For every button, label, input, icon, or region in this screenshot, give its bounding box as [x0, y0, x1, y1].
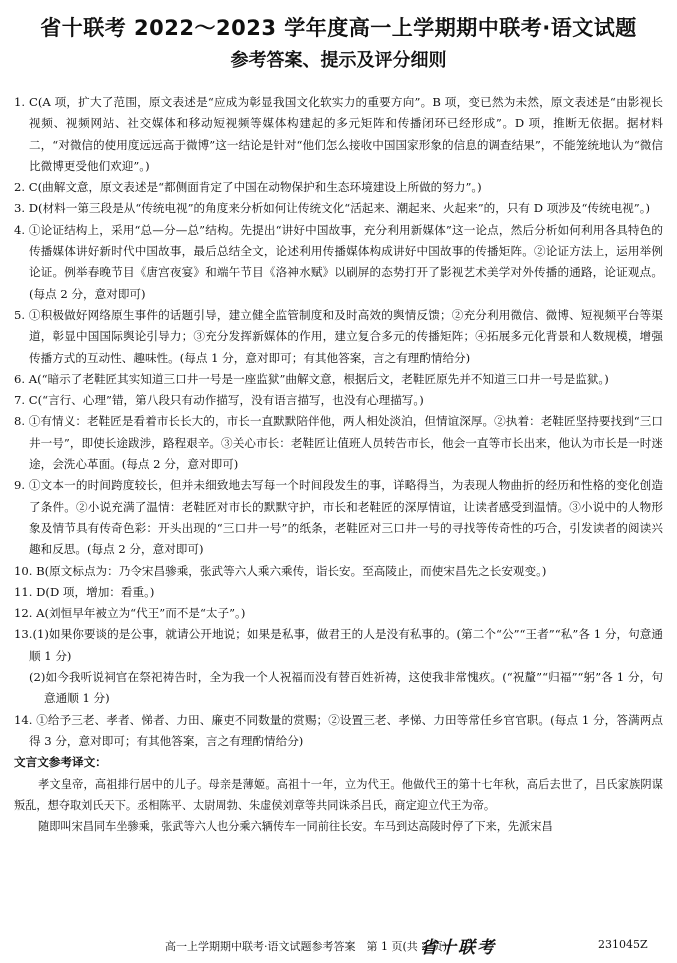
translation-paragraph: 随即叫宋昌同车坐骖乘，张武等六人也分乘六辆传车一同前往长安。车马到达高陵时停了下来，先派宋昌 [38, 820, 553, 834]
answer-9: 9. ①文本一的时间跨度较长，但并未细致地去写每一个时间段发生的事，详略得当，为表现人物曲折的经历和性格的变化创造了条件。②小说充满了温情：老鞋匠对市长的默默守护，市长和老鞋匠的深厚情谊，让读者感受到温情。③小说中的人物形象及情节具有传奇色彩：开头出现的“三口井一号”的纸条，老鞋匠对三口井一号的寻找等传奇性的巧合，引发读者的阅读兴趣和反思。(每点 2 分，意对即可) [14, 478, 663, 557]
document-code: 231045Z [598, 938, 648, 951]
answer-1: 1. C(A 项，扩大了范围，原文表述是“应成为彰显我国文化软实力的重要方向”。B 项，变已然为未然，原文表述是“由影视长视频、视频网站、社交媒体和移动短视频等媒体构建起的多元矩阵和传播闭环已经形成”。D 项，推断无依据。据材料二，“对微信的使用度远远高于微博”这一结论是针对“他们怎么接收中国国家形象的信息的调查结果”，不能笼统地认为“微信比微博更受他们欢迎”。) [14, 95, 663, 173]
answer-4: 4. ①论证结构上，采用“总—分—总”结构。先提出“讲好中国故事，充分利用新媒体”这一论点，然后分析如何利用各具特色的传播媒体讲好新时代中国故事，最后总结全文，论述利用传播媒体构成讲好中国故事的传播矩阵。②论证方法上，运用举例论证。例举春晚节目《唐宫夜宴》和端午节目《洛神水赋》以刷屏的态势打开了影视艺术美学对外传播的通路，论证观点。(每点 2 分，意对即可) [14, 222, 663, 301]
answer-14: 14. ①给予三老、孝者、悌者、力田、廉吏不同数量的赏赐；②设置三老、孝悌、力田等常任乡官官职。(每点 1 分，答满两点得 3 分，意对即可；有其他答案，言之有理酌情给分) [14, 712, 663, 748]
translation-paragraph: 孝文皇帝，高祖排行居中的儿子。母亲是薄姬。高祖十一年，立为代王。他做代王的第十七年秋，高后去世了，吕氏家族阴谋叛乱，想夺取刘氏天下。丞相陈平、太尉周勃、朱虚侯刘章等共同诛杀吕氏，商定迎立代王为帝。 [14, 777, 663, 812]
answer-8: 8. ①有情义：老鞋匠是看着市长长大的，市长一直默默陪伴他，两人相处淡泊，但情谊深厚。②执着：老鞋匠坚持要找到“三口井一号”，即使长途跋涉，路程艰辛。③关心市长：老鞋匠让值班人员转告市长，他会一直等市长出来，他认为市长是一时迷途，会洗心革面。(每点 2 分，意对即可) [14, 414, 663, 472]
answer-13-part-1: (1)如果你要谈的是公事，就请公开地说；如果是私事，做君王的人是没有私事的。(第二个“公”“王者”“私”各 1 分，句意通顺 1 分) [29, 627, 663, 663]
footer-text: 高一上学期期中联考·语文试题参考答案 第 1 页(共 2 页) [165, 940, 448, 953]
answer-13-part-2: (2)如今我听说祠官在祭祀祷告时，全为我一个人祝福而没有替百姓祈祷，这使我非常愧疚。(“祝釐”“归福”“躬”各 1 分，句意通顺 1 分) [29, 670, 663, 706]
translation-heading: 文言文参考译文： [14, 755, 107, 770]
answer-5: 5. ①积极做好网络原生事件的话题引导，建立健全监管制度和及时高效的舆情反馈；②充分利用微信、微博、短视频平台等渠道，彰显中国国际舆论引导力；③充分发挥新媒体的作用，建立复合多元的传播矩阵；④拓展多元化背景和人数规模，增强传播方式的互动性、趣味性。(每点 1 分，意对即可；有其他答案，言之有理酌情给分) [14, 307, 663, 365]
answer-3: 3. D(材料一第三段是从“传统电视”的角度来分析如何让传统文化“活起来、潮起来、火起来”的，只有 D 项涉及“传统电视”。) [14, 201, 651, 216]
answer-6: 6. A(“暗示了老鞋匠其实知道三口井一号是一座监狱”曲解文意，根据后文，老鞋匠原先并不知道三口井一号是监狱。) [14, 371, 609, 386]
document-subtitle: 参考答案、提示及评分细则 [230, 50, 447, 71]
answer-10: 10. B(原文标点为：乃令宋昌骖乘，张武等六人乘六乘传，诣长安。至高陵止，而使宋昌先之长安观变。) [14, 563, 547, 578]
answer-12: 12. A(刘恒早年被立为“代王”而不是“太子”。) [14, 606, 246, 621]
brand-logo: 省十联考 [420, 938, 496, 958]
answer-13 [14, 624, 663, 667]
answer-11: 11. D(D 项，增加：看重。) [14, 584, 155, 599]
document-title: 省十联考 2022～2023 学年度高一上学期期中联考·语文试题 [40, 16, 637, 40]
answer-13-label: 13. [14, 627, 33, 642]
page-footer [0, 936, 677, 956]
answer-7: 7. C(“言行、心理”错，第八段只有动作描写，没有语言描写，也没有心理描写。) [14, 393, 424, 408]
answer-2: 2. C(曲解文意，原文表述是“都侧面肯定了中国在动物保护和生态环境建设上所做的努力”。) [14, 180, 482, 195]
answer-content [14, 92, 663, 837]
